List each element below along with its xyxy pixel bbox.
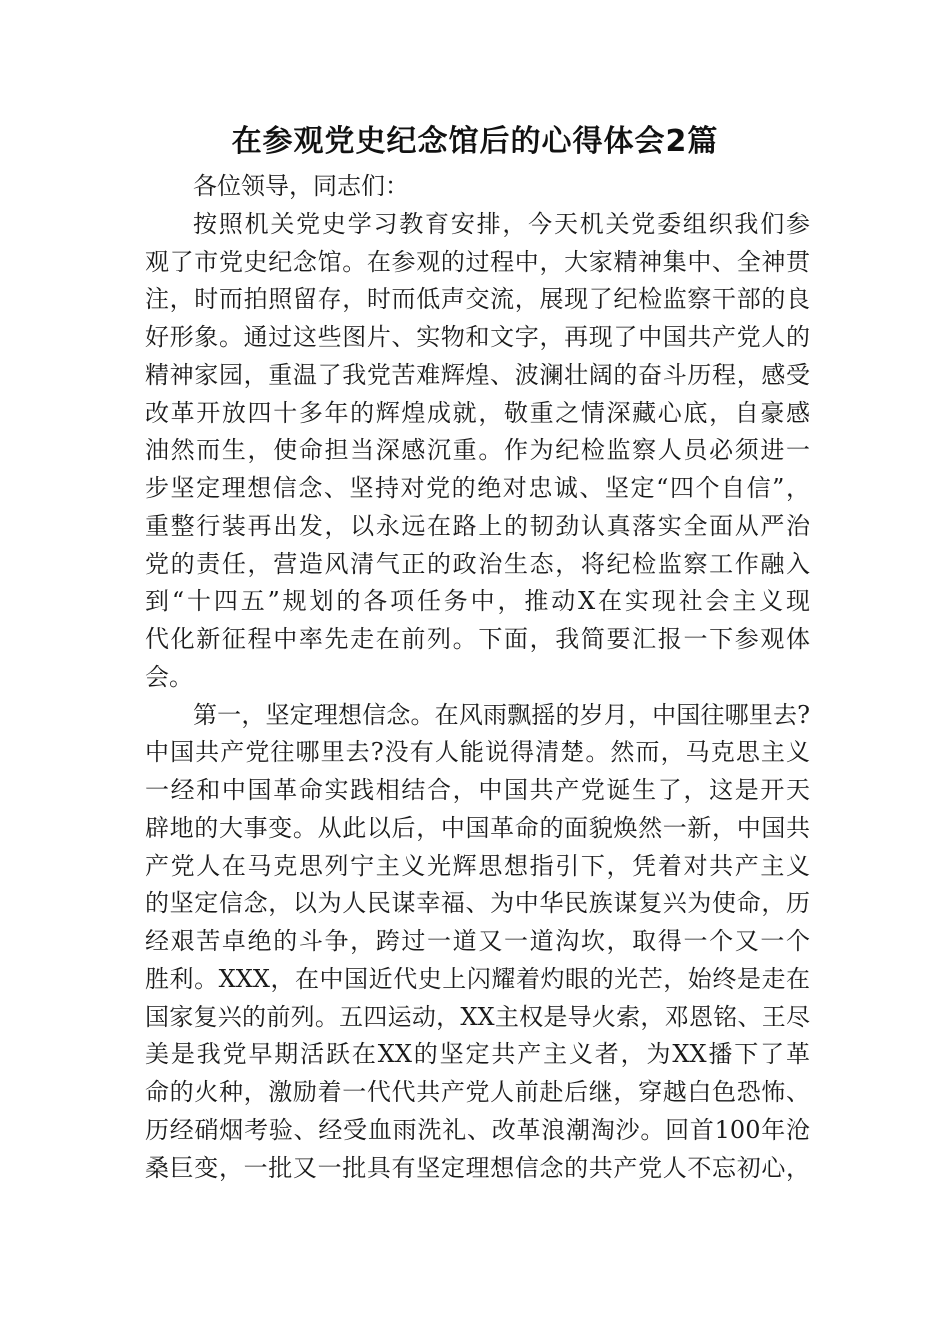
paragraph-line: 第一，坚定理想信念。在风雨飘摇的岁月，中国往哪里去? [193,700,810,729]
paragraph-line: 观了市党史纪念馆。在参观的过程中，大家精神集中、全神贯 [145,247,810,276]
paragraph-line: 好形象。通过这些图片、实物和文字，再现了中国共产党人的 [145,323,810,351]
paragraph-line: 经艰苦卓绝的斗争，跨过一道又一道沟坎，取得一个又一个 [145,927,810,955]
paragraph-line: 美是我党早期活跃在XX的坚定共产主义者，为XX播下了革 [145,1040,810,1069]
paragraph-line: 重整行装再出发，以永远在路上的韧劲认真落实全面从严治 [145,511,810,540]
paragraph-line: 中国共产党往哪里去?没有人能说得清楚。然而，马克思主义 [145,738,810,767]
paragraph-1 [145,206,810,697]
paragraph-line: 历经硝烟考验、经受血雨洗礼、改革浪潮淘沙。回首100年沧 [145,1115,810,1144]
paragraph-line: 辟地的大事变。从此以后，中国革命的面貌焕然一新，中国共 [145,813,810,842]
paragraph-line: 到“十四五”规划的各项任务中，推动X在实现社会主义现 [145,587,810,616]
paragraph-line: 产党人在马克思列宁主义光辉思想指引下，凭着对共产主义 [145,851,810,880]
paragraph-line: 党的责任，营造风清气正的政治生态，将纪检监察工作融入 [145,549,810,578]
paragraph-line: 命的火种，激励着一代代共产党人前赴后继，穿越白色恐怖、 [145,1078,810,1106]
paragraph-line: 的坚定信念，以为人民谋幸福、为中华民族谋复兴为使命，历 [145,889,810,918]
document-body [145,168,810,1187]
salutation: 各位领导，同志们： [193,172,409,200]
paragraph-line: 一经和中国革命实践相结合，中国共产党诞生了，这是开天 [145,776,810,804]
document-title: 在参观党史纪念馆后的心得体会2篇 [231,124,719,159]
paragraph-line: 胜利。XXX，在中国近代史上闪耀着灼眼的光芒，始终是走在 [145,964,810,993]
paragraph-line: 注，时而拍照留存，时而低声交流，展现了纪检监察干部的良 [145,285,810,314]
paragraph-line: 桑巨变，一批又一批具有坚定理想信念的共产党人不忘初心， [145,1153,810,1182]
paragraph-line: 改革开放四十多年的辉煌成就，敬重之情深藏心底，自豪感 [145,398,810,427]
paragraph-line: 油然而生，使命担当深感沉重。作为纪检监察人员必须进一 [145,436,810,465]
paragraph-line: 按照机关党史学习教育安排，今天机关党委组织我们参 [193,209,810,238]
paragraph-line: 精神家园，重温了我党苦难辉煌、波澜壮阔的奋斗历程，感受 [145,360,810,389]
paragraph-line: 步坚定理想信念、坚持对党的绝对忠诚、坚定“四个自信”， [145,474,810,502]
paragraph-line: 会。 [145,662,193,691]
paragraph-2 [145,697,810,1188]
paragraph-line: 代化新征程中率先走在前列。下面，我简要汇报一下参观体 [145,625,810,653]
paragraph-line: 国家复兴的前列。五四运动，XX主权是导火索，邓恩铭、王尽 [145,1002,810,1031]
